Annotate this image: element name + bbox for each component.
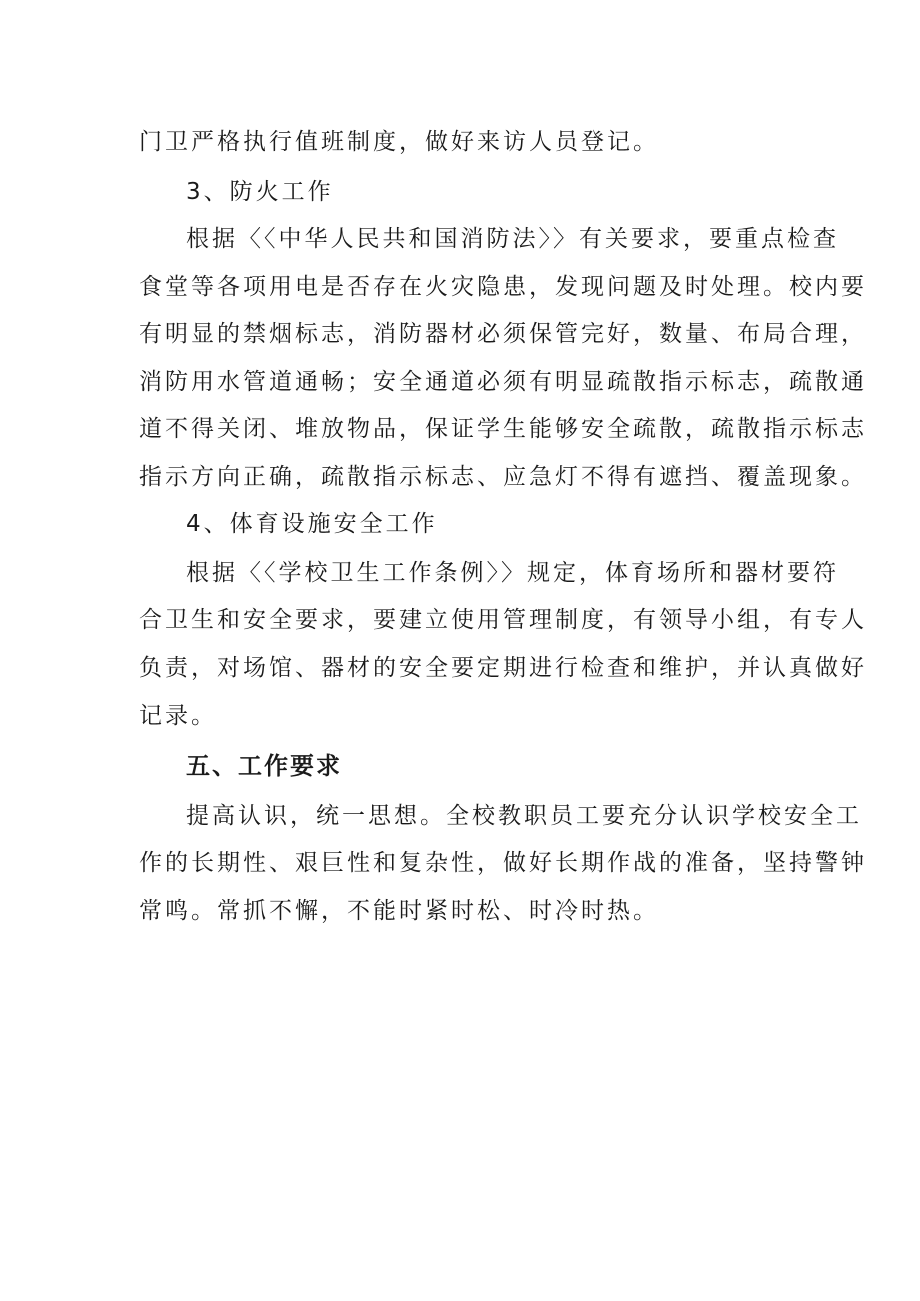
paragraph-line: 常鸣。常抓不懈，不能时紧时松、时冷时热。 <box>139 898 659 924</box>
paragraph-line: 根据〈〈中华人民共和国消防法〉〉有关要求，要重点检查 <box>186 226 839 252</box>
paragraph-line: 负责，对场馆、器材的安全要定期进行检查和维护，并认真做好 <box>139 655 867 681</box>
paragraph-line: 道不得关闭、堆放物品，保证学生能够安全疏散，疏散指示标志 <box>139 416 867 442</box>
paragraph-line: 根据〈〈学校卫生工作条例〉〉规定，体育场所和器材要符 <box>186 560 839 586</box>
paragraph-line: 门卫严格执行值班制度，做好来访人员登记。 <box>139 129 659 155</box>
paragraph-line: 作的长期性、艰巨性和复杂性，做好长期作战的准备，坚持警钟 <box>139 850 867 876</box>
subsection-title-sports-facilities: 4、体育设施安全工作 <box>186 511 438 537</box>
subsection-title-fire-safety: 3、防火工作 <box>186 179 334 205</box>
paragraph-line: 有明显的禁烟标志，消防器材必须保管完好，数量、布局合理， <box>139 321 867 347</box>
paragraph-line: 提高认识，统一思想。全校教职员工要充分认识学校安全工 <box>186 803 862 829</box>
paragraph-line: 合卫生和安全要求，要建立使用管理制度，有领导小组，有专人 <box>139 607 867 633</box>
section-heading-work-requirements: 五、工作要求 <box>186 752 342 780</box>
paragraph-line: 记录。 <box>139 703 217 729</box>
paragraph-line: 消防用水管道通畅；安全通道必须有明显疏散指示标志，疏散通 <box>139 369 867 395</box>
paragraph-line: 食堂等各项用电是否存在火灾隐患，发现问题及时处理。校内要 <box>139 274 867 300</box>
paragraph-line: 指示方向正确，疏散指示标志、应急灯不得有遮挡、覆盖现象。 <box>139 464 867 490</box>
